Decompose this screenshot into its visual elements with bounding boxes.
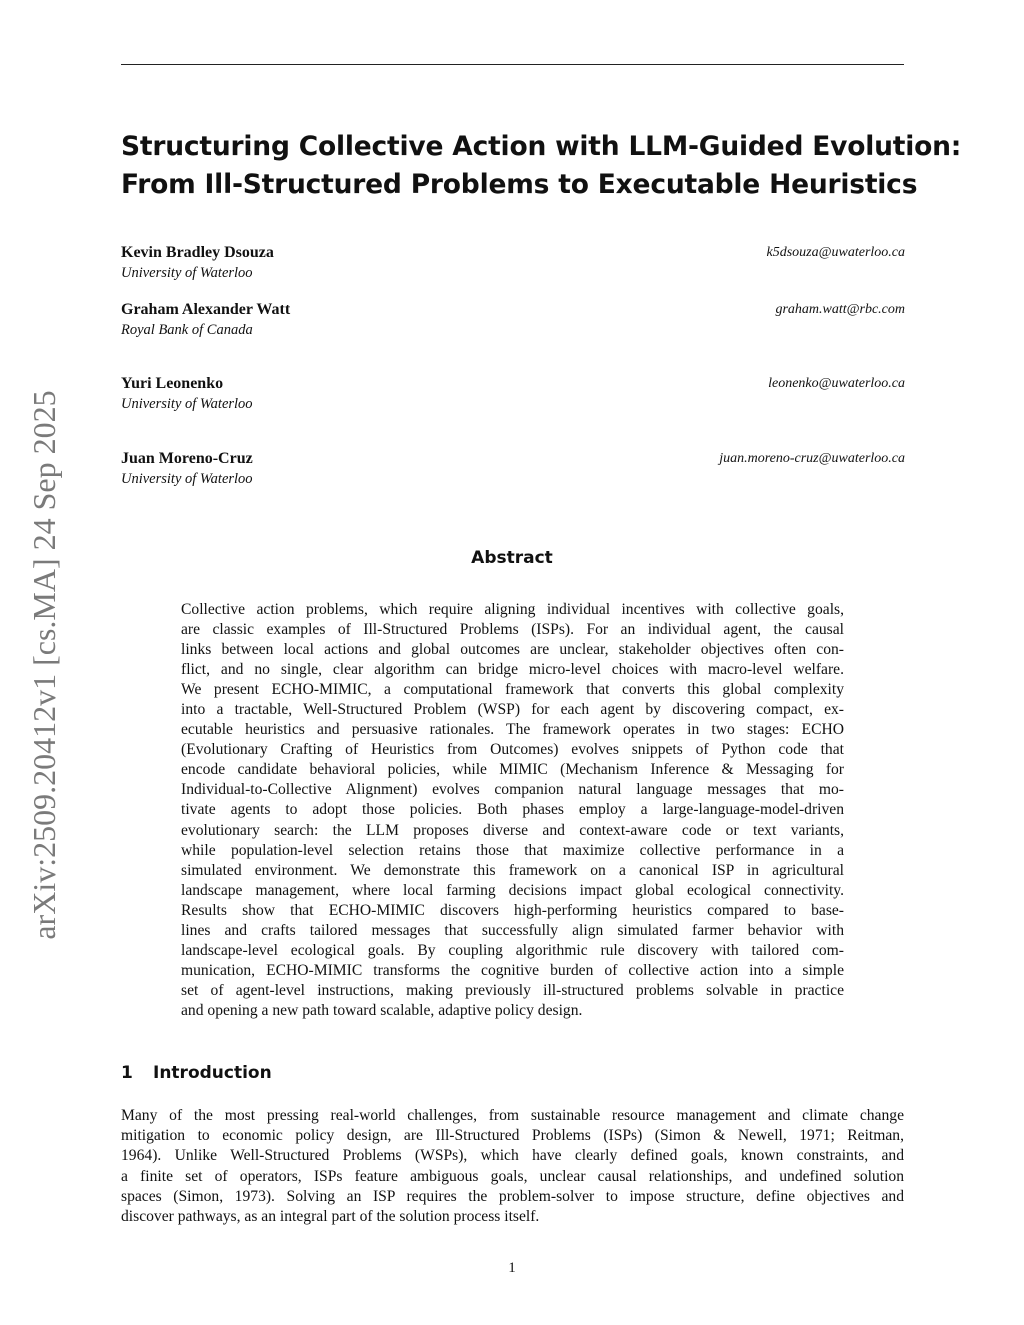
author-block <box>121 449 905 489</box>
abstract-line: links between local actions and global outcomes are unclear, stakeholder objectives often con- <box>181 641 844 659</box>
abstract-line: munication, ECHO-MIMIC transforms the cognitive burden of collective action into a simple <box>181 961 844 979</box>
author-affiliation: University of Waterloo <box>121 471 253 487</box>
abstract-line: evolutionary search: the LLM proposes diverse and context-aware code or text variants, <box>181 821 844 839</box>
abstract-line: while population-level selection retains those that maximize collective performance in a <box>181 841 844 859</box>
paper-title <box>121 128 962 204</box>
title-line: From Ill-Structured Problems to Executable Heuristics <box>121 169 918 200</box>
section-heading <box>121 1062 272 1084</box>
author-affiliation: University of Waterloo <box>121 396 253 412</box>
abstract-line: We present ECHO-MIMIC, a computational framework that converts this global complexity <box>181 681 844 699</box>
author-name: Juan Moreno-Cruz <box>121 450 253 467</box>
abstract-line: landscape-level ecological goals. By coupling algorithmic rule discovery with tailored com- <box>181 941 844 959</box>
intro-line: spaces (Simon, 1973). Solving an ISP requires the problem-solver to impose structure, define objectives and <box>121 1187 904 1205</box>
abstract-line: and opening a new path toward scalable, adaptive policy design. <box>181 1001 583 1019</box>
abstract-line: ecutable heuristics and persuasive rationales. The framework operates in two stages: ECHO <box>181 721 844 739</box>
author-name: Kevin Bradley Dsouza <box>121 244 274 261</box>
abstract-line: Results show that ECHO-MIMIC discovers high-performing heuristics compared to base- <box>181 901 844 919</box>
section-number: 1 <box>121 1063 133 1083</box>
abstract-heading: Abstract <box>471 548 553 568</box>
author-block <box>121 243 905 283</box>
author-name: Yuri Leonenko <box>121 375 224 392</box>
abstract-line: landscape management, where local farming decisions impact global ecological connectivity. <box>181 881 844 899</box>
introduction-text <box>121 1106 904 1227</box>
abstract-line: are classic examples of Ill-Structured Problems (ISPs). For an individual agent, the causal <box>181 621 844 639</box>
author-name: Graham Alexander Watt <box>121 301 291 318</box>
author-email[interactable]: leonenko@uwaterloo.ca <box>768 376 905 391</box>
abstract-line: set of agent-level instructions, making previously ill-structured problems solvable in practice <box>181 981 844 999</box>
abstract-line: simulated environment. We demonstrate this framework on a canonical ISP in agricultural <box>181 861 844 879</box>
abstract-text <box>181 600 844 1021</box>
author-block <box>121 374 905 414</box>
abstract-line: encode candidate behavioral policies, while MIMIC (Mechanism Inference & Messaging for <box>181 761 844 779</box>
arxiv-identifier: arXiv:2509.20412v1 [cs.MA] 24 Sep 2025 <box>26 390 62 940</box>
author-block <box>121 300 905 340</box>
intro-line: a finite set of operators, ISPs feature ambiguous goals, unclear causal relationships, and undefined solution <box>121 1167 904 1185</box>
author-affiliation: University of Waterloo <box>121 265 253 281</box>
section-title: Introduction <box>153 1063 272 1083</box>
abstract-line: (Evolutionary Crafting of Heuristics from Outcomes) evolves snippets of Python code that <box>181 741 844 759</box>
author-affiliation: Royal Bank of Canada <box>121 322 253 338</box>
intro-line: Many of the most pressing real-world challenges, from sustainable resource management and climate change <box>121 1107 904 1124</box>
intro-line: mitigation to economic policy design, are Ill-Structured Problems (ISPs) (Simon & Newell, 1971; Reitman, <box>121 1127 904 1145</box>
author-email[interactable]: graham.watt@rbc.com <box>775 302 905 317</box>
abstract-line: Individual-to-Collective Alignment) evolves companion natural language messages that mo- <box>181 781 844 799</box>
top-rule <box>121 64 904 65</box>
abstract-line: tivate agents to adopt those policies. Both phases employ a large-language-model-driven <box>181 801 844 819</box>
abstract-line: into a tractable, Well-Structured Problem (WSP) for each agent by discovering compact, ex- <box>181 701 844 719</box>
intro-line: 1964). Unlike Well-Structured Problems (WSPs), which have clearly defined goals, known constraints, and <box>121 1147 904 1165</box>
author-email[interactable]: juan.moreno-cruz@uwaterloo.ca <box>719 451 905 466</box>
abstract-line: flict, and no single, clear algorithm can bridge micro-level choices with macro-level welfare. <box>181 661 844 679</box>
page-number: 1 <box>508 1260 516 1276</box>
author-email[interactable]: k5dsouza@uwaterloo.ca <box>766 245 905 260</box>
abstract-line: Collective action problems, which require aligning individual incentives with collective goals, <box>181 601 844 618</box>
abstract-line: lines and crafts tailored messages that successfully align simulated farmer behavior with <box>181 921 844 939</box>
intro-line: discover pathways, as an integral part of the solution process itself. <box>121 1208 540 1226</box>
title-line: Structuring Collective Action with LLM-Guided Evolution: <box>121 131 962 162</box>
